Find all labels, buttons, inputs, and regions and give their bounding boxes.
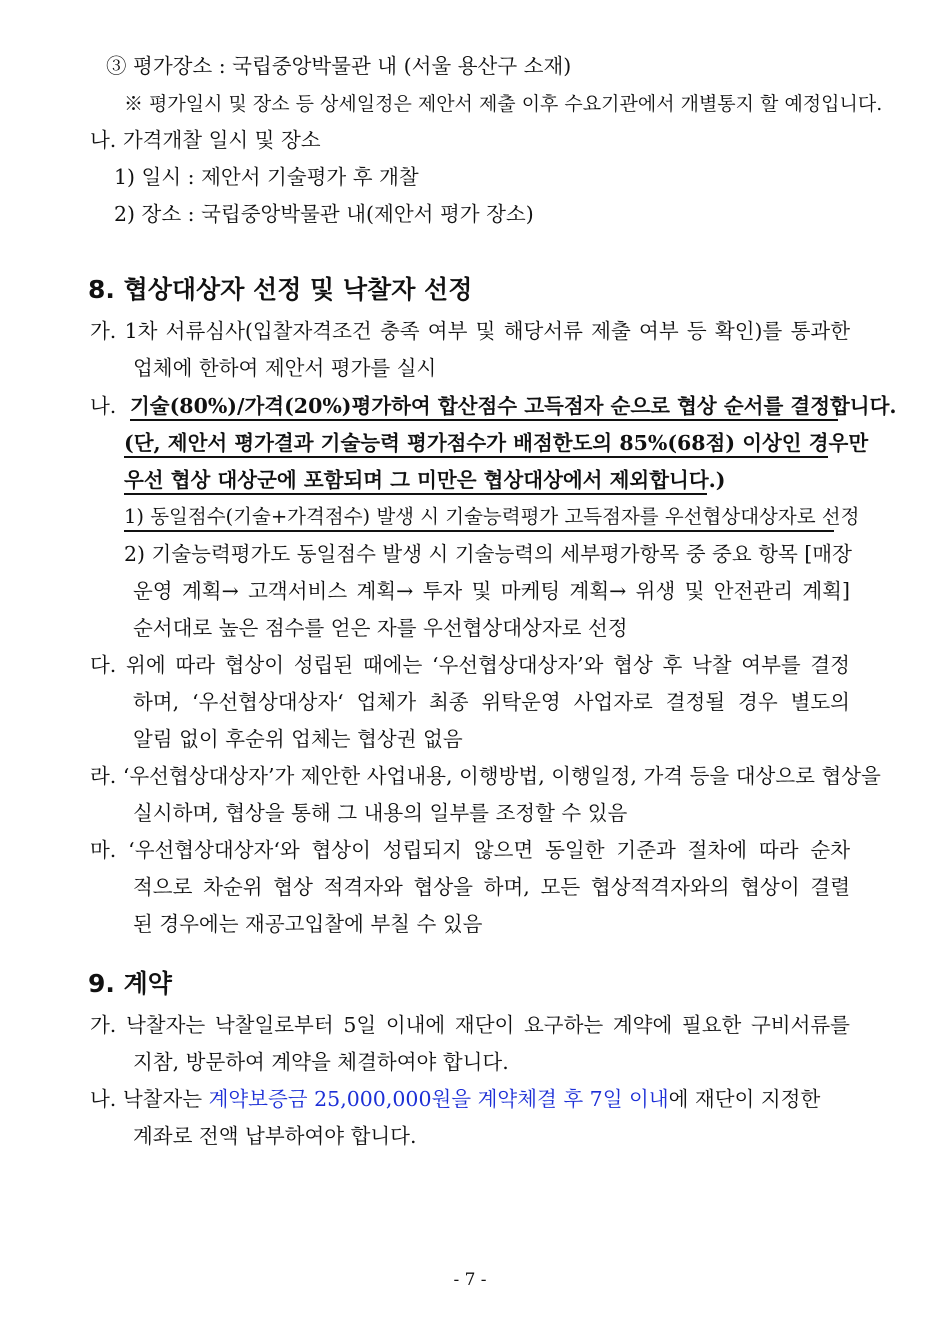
sec9-na-line1 [90, 1086, 820, 1112]
sec8-ma-line2: 적으로 차순위 협상 적격자와 협상을 하며, 모든 협상적격자와의 협상이 결렬 [133, 875, 850, 899]
page-number: - 7 - [453, 1270, 487, 1290]
sec8-ga-line1: 가. 1차 서류심사(입찰자격조건 충족 여부 및 해당서류 제출 여부 등 확인)를 통과한 [90, 319, 850, 343]
sec8-da-line2: 하며, ‘우선협상대상자‘ 업체가 최종 위탁운영 사업자로 결정될 경우 별도의 [133, 690, 850, 714]
sec8-na-line3: 우선 협상 대상군에 포함되며 그 미만은 협상대상에서 제외합니다.) [124, 467, 707, 495]
sec9-na-pre: 나. 낙찰자는 [90, 1087, 209, 1111]
sec8-ma-line1: 마. ‘우선협상대상자‘와 협상이 성립되지 않으면 동일한 기준과 절차에 따라 순차 [90, 838, 850, 862]
sec8-na-prefix: 나. [90, 394, 117, 418]
sec8-da-line3: 알림 없이 후순위 업체는 협상권 없음 [133, 727, 463, 751]
sec8-na-line2: (단, 제안서 평가결과 기술능력 평가점수가 배점한도의 85%(68점) 이상인 경우만 [124, 430, 828, 458]
sec9-ga-line2: 지참, 방문하여 계약을 체결하여야 합니다. [133, 1050, 509, 1074]
section-8-heading: 8. 협상대상자 선정 및 낙찰자 선정 [88, 275, 473, 304]
price-opening-date: 1) 일시 : 제안서 기술평가 후 개찰 [114, 165, 419, 189]
schedule-note: ※ 평가일시 및 장소 등 상세일정은 제안서 제출 이후 수요기관에서 개별통지 할 예정입니다. [124, 93, 883, 115]
sec9-na-line2: 계좌로 전액 납부하여야 합니다. [133, 1124, 417, 1148]
deposit-highlight: 계약보증금 25,000,000원을 계약체결 후 7일 이내 [208, 1087, 669, 1111]
price-opening-heading: 나. 가격개찰 일시 및 장소 [90, 128, 321, 152]
eval-place-item: ③ 평가장소 : 국립중앙박물관 내 (서울 용산구 소재) [106, 54, 572, 78]
sec8-na-sub2-line3: 순서대로 높은 점수를 얻은 자를 우선협상대상자로 선정 [133, 616, 628, 640]
sec8-na-sub1: 1) 동일점수(기술+가격점수) 발생 시 기술능력평가 고득점자를 우선협상대상자로 선정 [124, 504, 834, 532]
sec9-ga-line1: 가. 낙찰자는 낙찰일로부터 5일 이내에 재단이 요구하는 계약에 필요한 구비서류를 [90, 1013, 850, 1037]
sec8-na-sub2-line2: 운영 계획→ 고객서비스 계획→ 투자 및 마케팅 계획→ 위생 및 안전관리 계획] [133, 579, 850, 603]
sec8-ra-line2: 실시하며, 협상을 통해 그 내용의 일부를 조정할 수 있음 [133, 801, 628, 825]
sec8-na-sub2-line1: 2) 기술능력평가도 동일점수 발생 시 기술능력의 세부평가항목 중 중요 항목 [매장 [124, 542, 852, 566]
price-opening-place: 2) 장소 : 국립중앙박물관 내(제안서 평가 장소) [114, 202, 534, 226]
sec8-na-line1: 기술(80%)/가격(20%)평가하여 합산점수 고득점자 순으로 협상 순서를 결정합니다. [130, 393, 838, 421]
sec8-da-line1: 다. 위에 따라 협상이 성립된 때에는 ‘우선협상대상자’와 협상 후 낙찰 여부를 결정 [90, 653, 850, 677]
sec8-ma-line3: 된 경우에는 재공고입찰에 부칠 수 있음 [133, 912, 483, 936]
sec9-na-post: 에 재단이 지정한 [668, 1087, 821, 1111]
sec8-ga-line2: 업체에 한하여 제안서 평가를 실시 [133, 356, 437, 380]
section-9-heading: 9. 계약 [88, 969, 172, 998]
sec8-ra-line1: 라. ‘우선협상대상자’가 제안한 사업내용, 이행방법, 이행일정, 가격 등을 대상으로 협상을 [90, 764, 881, 788]
